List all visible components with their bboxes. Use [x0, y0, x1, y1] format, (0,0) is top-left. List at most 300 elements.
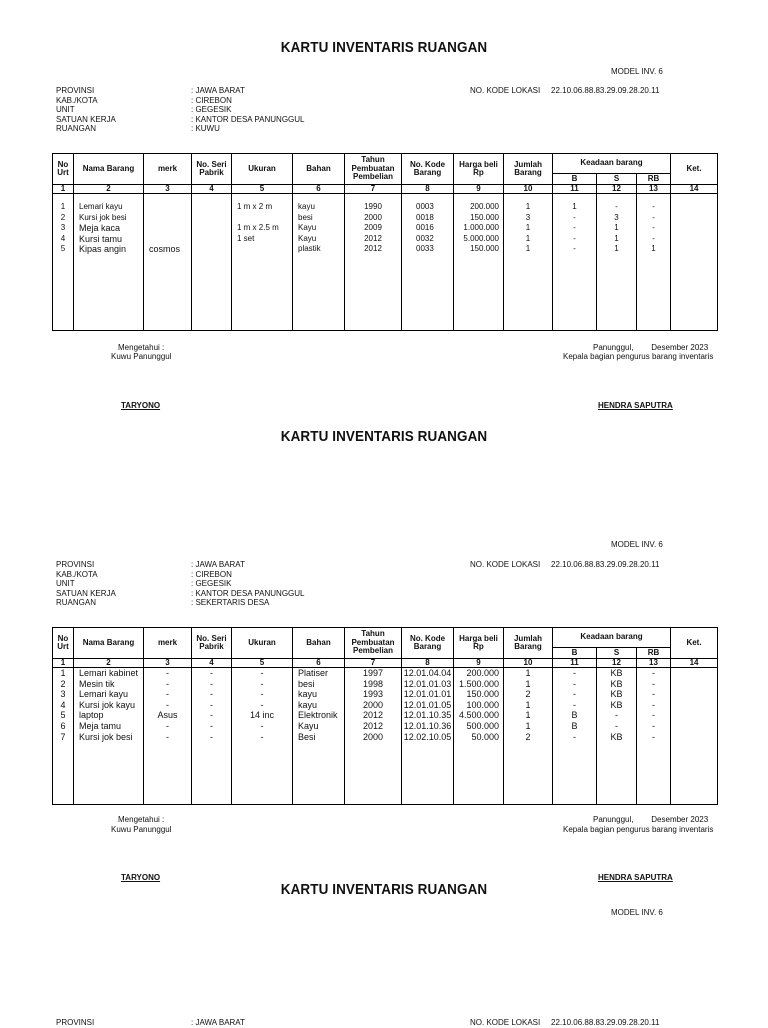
table-cell: 4.500.000 — [458, 710, 499, 721]
header-nama-barang: Nama Barang — [74, 154, 144, 185]
column-number-row — [53, 659, 718, 668]
table-cell: - — [573, 212, 576, 222]
table-cell: - — [573, 233, 576, 243]
header-rb: RB — [637, 174, 671, 185]
table-cell: - — [166, 720, 169, 731]
table-cell: - — [166, 689, 169, 700]
header-merk: merk — [144, 154, 192, 185]
table-cell: - — [260, 668, 264, 678]
info-value: : JAWA BARAT — [191, 560, 245, 569]
card-1-lokasi-value: 22.10.06.88.83.29.09.28.20.11 — [551, 86, 660, 95]
table-cell: 2 — [60, 212, 66, 222]
table-cell: Kayu — [298, 233, 317, 243]
info-label: PROVINSI — [56, 86, 95, 95]
table-cell: - — [210, 710, 213, 721]
column-no — [53, 668, 73, 742]
table-cell: Meja tamu — [79, 720, 122, 731]
table-cell: 0032 — [416, 233, 434, 243]
table-cell: Kayu — [298, 223, 317, 233]
card-2-kepala-title: Kepala bagian pengurus barang inventaris — [563, 825, 714, 834]
column-harga-beli — [454, 668, 503, 742]
info-value: : SEKERTARIS DESA — [191, 598, 270, 608]
table-cell: 50.000 — [471, 731, 499, 742]
column-number: 14 — [671, 185, 718, 194]
header-ukuran: Ukuran — [232, 154, 293, 185]
table-cell: - — [615, 710, 618, 721]
header-rb: RB — [637, 648, 671, 659]
table-cell: - — [652, 720, 655, 731]
table-cell: KB — [610, 689, 623, 700]
table-cell: 7 — [60, 731, 66, 742]
table-cell: 6 — [60, 720, 66, 731]
table-cell — [149, 234, 191, 245]
table-cell: B — [571, 710, 578, 721]
info-value: : KANTOR DESA PANUNGGUL — [191, 114, 305, 124]
table-cell — [192, 202, 231, 213]
card-2-lokasi-label: NO. KODE LOKASI — [470, 560, 541, 569]
table-cell: - — [210, 668, 213, 678]
info-value: : GEGESIK — [191, 579, 232, 589]
table-cell: - — [573, 678, 576, 689]
header-no: No Urt — [53, 628, 74, 659]
header-kode-barang: No. Kode Barang — [402, 628, 454, 659]
table-cell: 1993 — [362, 689, 384, 700]
table-cell: 1 m x 2 m — [237, 202, 273, 211]
header-ukuran: Ukuran — [232, 628, 293, 659]
column-jumlah — [504, 194, 552, 255]
table-cell — [149, 213, 191, 224]
info-label: RUANGAN — [56, 598, 97, 608]
table-cell: 1 — [525, 699, 531, 710]
table-cell: - — [652, 699, 655, 710]
info-value: : CIREBON — [191, 569, 232, 579]
table-cell: 2 — [525, 731, 531, 742]
column-number: 6 — [293, 659, 345, 668]
table-cell: 12.01.01.01 — [403, 689, 452, 700]
header-jumlah: Jumlah Barang — [504, 154, 553, 185]
column-ukuran — [232, 668, 292, 742]
card-1-kepala-title: Kepala bagian pengurus barang inventaris — [563, 352, 714, 361]
table-cell: laptop — [79, 710, 104, 721]
header-b: B — [553, 648, 597, 659]
info-value: : KUWU — [191, 124, 220, 134]
info-label: PROVINSI — [56, 1018, 95, 1027]
card-3-info-labels — [56, 1018, 94, 1028]
table-cell: 1 — [60, 202, 66, 211]
header-nama-barang: Nama Barang — [74, 628, 144, 659]
table-cell: kayu — [298, 689, 318, 700]
column-merk — [144, 668, 191, 742]
table-cell: 1 — [614, 223, 619, 233]
table-cell: 150.000 — [470, 244, 499, 254]
column-bahan — [293, 668, 344, 742]
table-cell: 1 set — [237, 233, 255, 243]
table-cell: 1.500.000 — [458, 678, 499, 689]
table-cell: 1 m x 2.5 m — [237, 223, 279, 233]
table-cell: 1 — [525, 202, 531, 211]
table-cell: 2012 — [364, 233, 382, 243]
table-cell: Kursi jok besi — [79, 731, 133, 742]
table-cell: 5 — [60, 244, 66, 254]
column-nama-barang — [74, 668, 143, 742]
table-cell: - — [573, 223, 576, 233]
table-cell: - — [615, 202, 618, 211]
column-number: 5 — [232, 185, 293, 194]
table-cell: 100.000 — [466, 699, 499, 710]
column-rb — [637, 194, 670, 255]
column-number: 7 — [345, 185, 402, 194]
table-cell: Lemari kayu — [79, 689, 129, 700]
table-cell: Lemari kayu — [79, 202, 123, 211]
table-cell: 2009 — [364, 223, 382, 233]
column-ket — [671, 194, 718, 331]
table-cell: 5 — [60, 710, 66, 721]
column-nama-barang — [74, 194, 143, 255]
table-cell: Asus — [157, 710, 178, 721]
card-1-signature-right: HENDRA SAPUTRA — [598, 401, 673, 410]
table-cell: 200.000 — [470, 202, 499, 211]
column-number: 1 — [53, 659, 74, 668]
column-number: 9 — [454, 185, 504, 194]
table-cell: 2012 — [364, 244, 382, 254]
column-jumlah — [504, 668, 552, 742]
column-number: 4 — [192, 659, 232, 668]
table-cell: 1 — [614, 244, 619, 254]
header-bahan: Bahan — [293, 628, 345, 659]
table-cell: 150.000 — [470, 212, 499, 222]
card-2-model-label: MODEL INV. 6 — [611, 540, 663, 549]
table-cell: 1 — [525, 233, 531, 243]
column-number: 8 — [402, 185, 454, 194]
card-1-info-values — [191, 86, 305, 134]
card-2-mengetahui: Mengetahui : — [118, 815, 165, 824]
column-number: 11 — [553, 659, 597, 668]
table-cell: - — [652, 202, 655, 211]
header-ket: Ket. — [671, 154, 718, 185]
table-cell: besi — [298, 212, 313, 222]
table-cell: - — [652, 689, 655, 700]
table-cell: 12.01.01.05 — [403, 699, 452, 710]
table-cell: 1 — [525, 223, 531, 233]
table-cell: - — [573, 689, 576, 700]
column-number: 2 — [74, 185, 144, 194]
table-cell: 1 — [525, 710, 531, 721]
table-cell: 2 — [60, 678, 66, 689]
column-number: 10 — [504, 185, 553, 194]
column-harga-beli — [454, 194, 503, 255]
table-cell: 1 — [525, 244, 531, 254]
table-cell: - — [652, 233, 655, 243]
table-cell: - — [260, 689, 264, 700]
table-cell: besi — [298, 678, 315, 689]
info-value: : JAWA BARAT — [191, 1018, 245, 1027]
header-jumlah: Jumlah Barang — [504, 628, 553, 659]
table-cell: KB — [610, 678, 623, 689]
header-tahun: Tahun Pembuatan Pembelian — [345, 154, 402, 185]
column-b — [553, 668, 596, 742]
column-no-seri — [192, 668, 231, 742]
table-cell: Platiser — [298, 668, 329, 678]
table-cell: 1997 — [362, 668, 384, 678]
table-cell: 1 — [572, 202, 577, 211]
column-number: 7 — [345, 659, 402, 668]
table-cell: 1 — [651, 244, 656, 254]
table-cell: KB — [610, 668, 623, 678]
column-kode-barang — [402, 194, 453, 255]
table-cell: - — [166, 699, 169, 710]
column-number: 1 — [53, 185, 74, 194]
info-value: : KANTOR DESA PANUNGGUL — [191, 588, 305, 598]
header-no-seri: No. Seri Pabrik — [192, 154, 232, 185]
table-cell: 200.000 — [466, 668, 499, 678]
table-cell: 1.000.000 — [463, 223, 499, 233]
table-cell: - — [210, 689, 213, 700]
table-cell: 1998 — [362, 678, 384, 689]
table-cell: 2000 — [364, 212, 382, 222]
table-cell: - — [166, 668, 169, 678]
column-number: 5 — [232, 659, 293, 668]
info-label: RUANGAN — [56, 124, 97, 134]
table-cell: - — [615, 720, 618, 731]
card-3-lokasi-label: NO. KODE LOKASI — [470, 1018, 541, 1027]
table-cell: 2 — [525, 689, 531, 700]
table-cell: kayu — [298, 202, 315, 211]
header-tahun: Tahun Pembuatan Pembelian — [345, 628, 402, 659]
table-cell: - — [573, 699, 576, 710]
column-ket — [671, 668, 718, 805]
table-cell — [237, 244, 292, 255]
table-cell: Elektronik — [298, 710, 338, 721]
card-3-info-values — [191, 1018, 245, 1028]
info-value: : CIREBON — [191, 95, 232, 105]
info-value: : JAWA BARAT — [191, 86, 245, 95]
info-value: : GEGESIK — [191, 105, 232, 115]
card-2-info-labels — [56, 560, 116, 608]
column-number: 3 — [144, 185, 192, 194]
table-cell: - — [166, 678, 169, 689]
card-2-signature-left: TARYONO — [121, 873, 161, 882]
header-harga-beli: Harga beli Rp — [454, 154, 504, 185]
table-cell: - — [260, 699, 264, 710]
card-1-inventory-table — [52, 153, 718, 331]
column-bahan — [293, 194, 344, 255]
header-no: No Urt — [53, 154, 74, 185]
info-label: PROVINSI — [56, 560, 95, 569]
column-number: 12 — [597, 659, 637, 668]
table-cell: 1990 — [364, 202, 382, 211]
table-cell: Besi — [298, 731, 316, 742]
table-cell — [237, 213, 292, 224]
column-number: 8 — [402, 659, 454, 668]
header-kode-barang: No. Kode Barang — [402, 154, 454, 185]
table-cell: - — [652, 710, 655, 721]
table-cell: Kursi jok kayu — [79, 699, 136, 710]
table-cell: - — [652, 223, 655, 233]
table-cell: - — [260, 678, 264, 689]
table-cell: 4 — [60, 699, 66, 710]
info-label: SATUAN KERJA — [56, 588, 116, 598]
column-ukuran — [232, 194, 292, 255]
column-merk — [144, 194, 191, 255]
card-2-kuwu-title: Kuwu Panunggul — [111, 825, 172, 834]
column-number: 12 — [597, 185, 637, 194]
table-cell: 14 inc — [249, 710, 275, 721]
table-cell: Kayu — [298, 720, 319, 731]
card-1-mengetahui: Mengetahui : — [118, 343, 165, 352]
column-number: 14 — [671, 659, 718, 668]
table-cell: 1 — [525, 678, 531, 689]
card-2-place-date: Panunggul, Desember 2023 — [593, 815, 709, 824]
card-3-lokasi-value: 22.10.06.88.83.29.09.28.20.11 — [551, 1018, 660, 1027]
table-cell: kayu — [298, 699, 318, 710]
column-rb — [637, 668, 670, 742]
card-2-signature-right: HENDRA SAPUTRA — [598, 873, 673, 882]
column-number: 3 — [144, 659, 192, 668]
header-s: S — [597, 174, 637, 185]
info-label: SATUAN KERJA — [56, 114, 116, 124]
table-cell — [192, 234, 231, 245]
table-cell: 3 — [60, 689, 66, 700]
header-s: S — [597, 648, 637, 659]
table-cell: 3 — [60, 223, 66, 233]
header-harga-beli: Harga beli Rp — [454, 628, 504, 659]
info-label: KAB./KOTA — [56, 95, 98, 105]
header-merk: merk — [144, 628, 192, 659]
column-tahun — [345, 668, 401, 742]
column-kode-barang — [402, 668, 453, 742]
card-1-lokasi-label: NO. KODE LOKASI — [470, 86, 541, 95]
table-cell: - — [260, 731, 264, 742]
table-cell: KB — [610, 699, 623, 710]
card-1-signature-left: TARYONO — [121, 401, 161, 410]
table-cell: 1 — [60, 668, 66, 678]
table-cell: - — [166, 731, 169, 742]
table-cell: 12.02.10.05 — [403, 731, 452, 742]
card-1-kuwu-title: Kuwu Panunggul — [111, 352, 172, 361]
column-tahun — [345, 194, 401, 255]
card-2-title: KARTU INVENTARIS RUANGAN — [280, 429, 488, 445]
column-s — [597, 194, 636, 255]
table-body-row — [53, 194, 718, 331]
column-number: 2 — [74, 659, 144, 668]
table-cell — [192, 244, 231, 255]
table-body-row — [53, 668, 718, 805]
column-b — [553, 194, 596, 255]
column-number-row — [53, 185, 718, 194]
table-cell: - — [573, 731, 576, 742]
table-cell: 0018 — [416, 212, 434, 222]
header-ket: Ket. — [671, 628, 718, 659]
column-number: 6 — [293, 185, 345, 194]
table-cell: 12.01.01.03 — [403, 678, 452, 689]
card-1-info-labels — [56, 86, 116, 134]
header-keadaan: Keadaan barang — [553, 628, 671, 648]
card-1-place-date: Panunggul, Desember 2023 — [593, 343, 709, 352]
info-label: UNIT — [56, 579, 75, 589]
table-cell: 500.000 — [466, 720, 499, 731]
table-cell: - — [652, 731, 655, 742]
column-s — [597, 668, 636, 742]
header-no-seri: No. Seri Pabrik — [192, 628, 232, 659]
table-cell: Kursi jok besi — [79, 212, 127, 222]
header-bahan: Bahan — [293, 154, 345, 185]
card-2-info-values — [191, 560, 305, 608]
column-no — [53, 194, 73, 255]
table-cell: 1 — [525, 720, 531, 731]
table-cell: 150.000 — [466, 689, 499, 700]
table-cell: - — [573, 668, 576, 678]
card-2-inventory-table — [52, 627, 718, 805]
table-cell: - — [652, 668, 655, 678]
table-cell: KB — [610, 731, 623, 742]
card-1-model-label: MODEL INV. 6 — [611, 67, 663, 76]
column-number: 13 — [637, 659, 671, 668]
table-cell: 12.01.04.04 — [403, 668, 452, 678]
table-cell: Meja kaca — [79, 223, 121, 234]
table-cell: 1 — [525, 668, 531, 678]
column-number: 4 — [192, 185, 232, 194]
table-cell: 3 — [525, 212, 531, 222]
table-cell: 2000 — [362, 699, 384, 710]
table-cell: 2012 — [362, 720, 384, 731]
table-cell: - — [210, 720, 213, 731]
table-cell: - — [652, 212, 655, 222]
card-3-model-label: MODEL INV. 6 — [611, 908, 663, 917]
header-b: B — [553, 174, 597, 185]
table-cell: 5.000.000 — [463, 233, 499, 243]
column-number: 9 — [454, 659, 504, 668]
table-cell: plastik — [298, 244, 321, 254]
table-cell: 3 — [614, 212, 619, 222]
table-cell: 0033 — [416, 244, 434, 254]
table-cell: 2000 — [362, 731, 384, 742]
header-keadaan: Keadaan barang — [553, 154, 671, 174]
column-number: 13 — [637, 185, 671, 194]
table-cell: - — [260, 720, 264, 731]
column-number: 11 — [553, 185, 597, 194]
info-label: KAB./KOTA — [56, 569, 98, 579]
table-cell: - — [652, 678, 655, 689]
table-cell: 0016 — [416, 223, 434, 233]
table-cell: cosmos — [149, 244, 181, 255]
table-cell: 12.01.10.36 — [403, 720, 452, 731]
table-cell — [192, 223, 231, 234]
table-cell: Kursi tamu — [79, 233, 123, 244]
table-cell: B — [571, 720, 578, 731]
table-cell: 4 — [60, 233, 66, 243]
table-cell: 12.01.10.35 — [403, 710, 452, 721]
table-cell: - — [210, 678, 213, 689]
card-1-title: KARTU INVENTARIS RUANGAN — [280, 40, 488, 56]
card-2-lokasi-value: 22.10.06.88.83.29.09.28.20.11 — [551, 560, 660, 569]
table-cell: - — [210, 731, 213, 742]
column-no-seri — [192, 194, 231, 255]
table-cell: 2012 — [362, 710, 384, 721]
table-cell: 1 — [614, 233, 619, 243]
table-cell — [149, 223, 191, 234]
table-cell — [149, 202, 191, 213]
column-number: 10 — [504, 659, 553, 668]
table-cell: Kipas angin — [79, 244, 127, 255]
info-label: UNIT — [56, 105, 75, 115]
table-cell — [192, 213, 231, 224]
table-cell: 0003 — [416, 202, 434, 211]
table-cell: - — [210, 699, 213, 710]
table-cell: - — [573, 244, 576, 254]
card-3-title: KARTU INVENTARIS RUANGAN — [280, 882, 488, 898]
table-cell: Lemari kabinet — [79, 668, 139, 678]
table-cell: Mesin tik — [79, 678, 115, 689]
